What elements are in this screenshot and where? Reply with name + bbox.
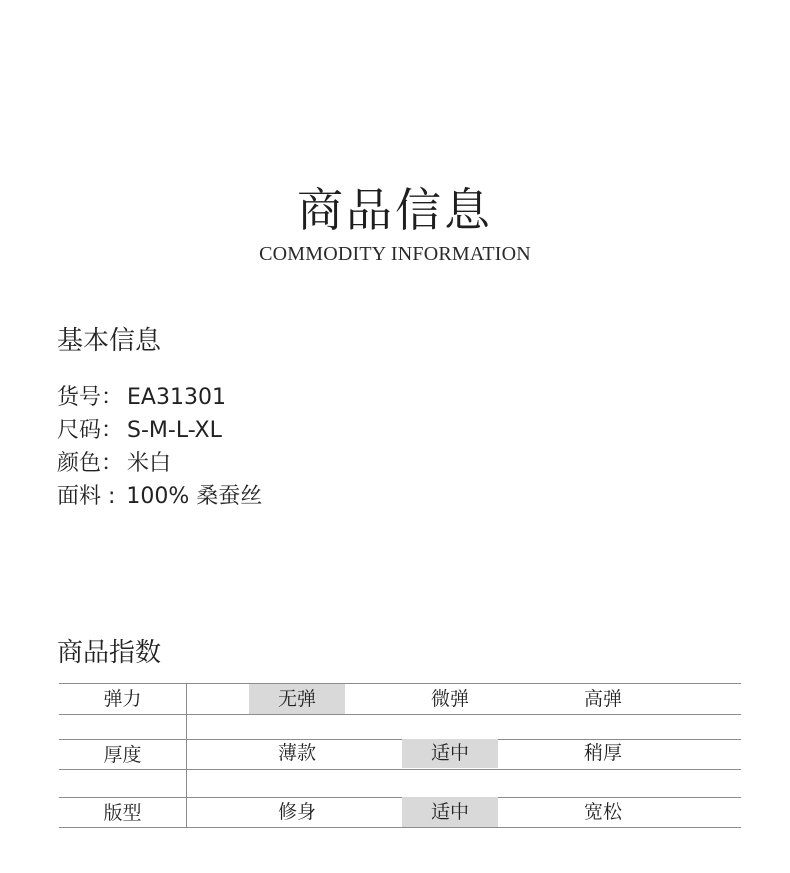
info-value: 米白: [127, 451, 172, 476]
row-label-elasticity: 弹力: [103, 688, 142, 710]
info-value: S-M-L-XL: [127, 418, 222, 443]
info-item-size: [57, 416, 262, 449]
option-cell: 高弹: [583, 688, 622, 710]
info-label: 面料 :: [57, 484, 123, 509]
table-column-divider: [186, 683, 187, 828]
page-subtitle: COMMODITY INFORMATION: [259, 243, 531, 265]
info-label: 颜色：: [57, 451, 124, 476]
row-label-thickness: 厚度: [103, 744, 142, 766]
option-cell: 适中: [402, 797, 498, 827]
option-cell: 薄款: [277, 742, 316, 764]
page-title: 商品信息: [297, 183, 493, 237]
option-cell: 宽松: [583, 801, 622, 823]
info-item-color: [57, 449, 262, 482]
info-value: 100% 桑蚕丝: [126, 484, 263, 509]
info-item-sku: [57, 383, 262, 416]
basic-info-list: [57, 383, 262, 515]
index-table: [59, 683, 741, 828]
basic-info-heading: 基本信息: [57, 326, 162, 356]
option-cell: 稍厚: [583, 742, 622, 764]
info-label: 尺码：: [57, 418, 124, 443]
info-item-fabric: [57, 482, 262, 515]
info-label: 货号：: [57, 385, 124, 410]
row-label-fit: 版型: [103, 802, 142, 824]
option-cell: 适中: [402, 739, 498, 768]
option-cell: 修身: [277, 801, 316, 823]
option-cell: 微弹: [430, 688, 469, 710]
info-value: EA31301: [127, 385, 226, 410]
index-heading: 商品指数: [57, 638, 162, 668]
option-cell: 无弹: [249, 684, 345, 714]
table-rule: [59, 714, 741, 715]
